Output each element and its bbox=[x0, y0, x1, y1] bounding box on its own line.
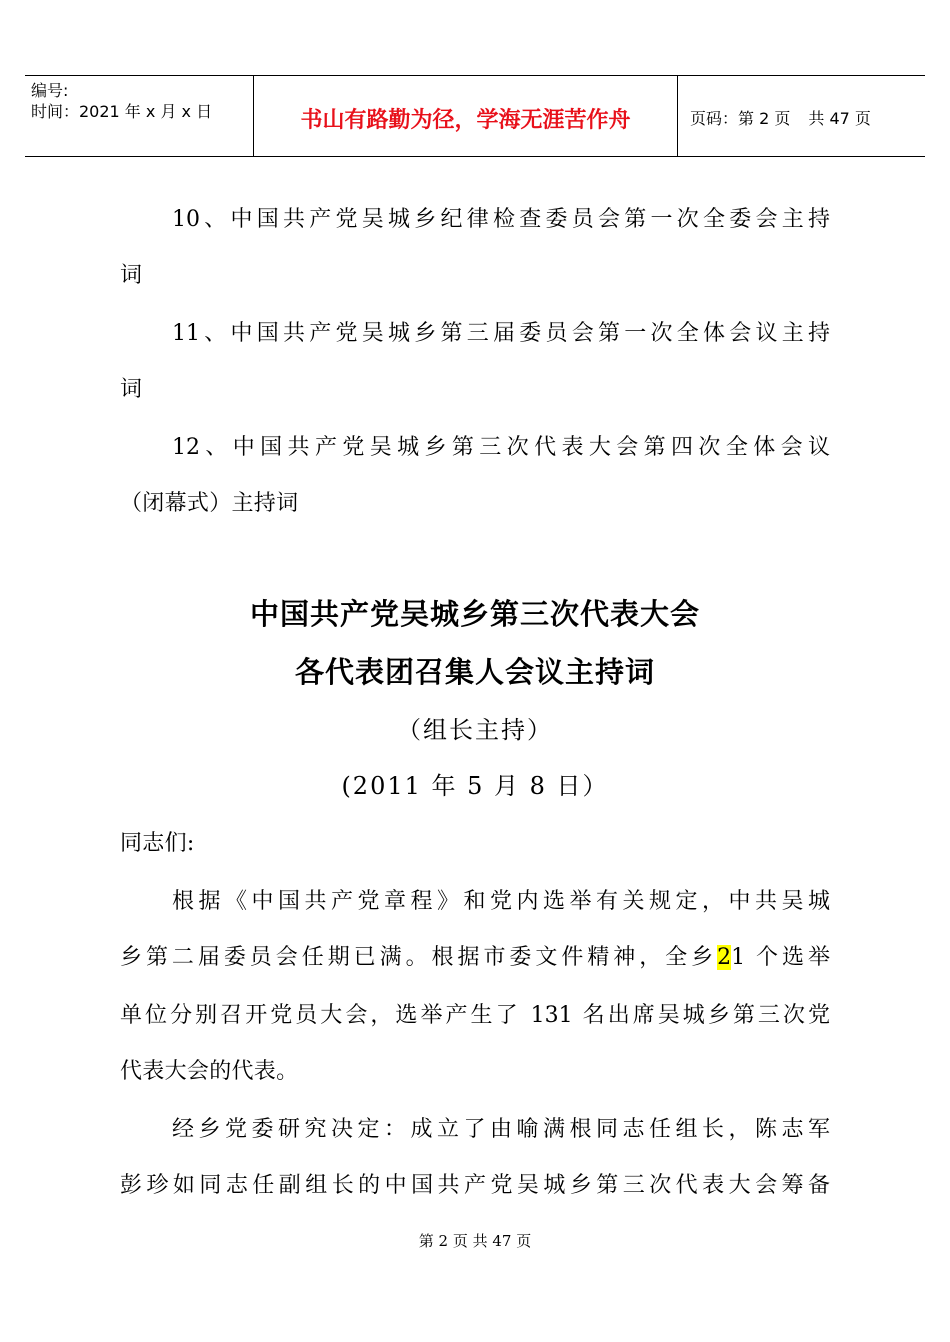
paragraph-1-line-2-start: 乡第二届委员会任期已满。根据市委文件精神，全乡 bbox=[120, 945, 718, 970]
paragraph-1-line-4: 代表大会的代表。 bbox=[120, 1059, 299, 1084]
salutation: 同志们: bbox=[120, 831, 195, 856]
page-info bbox=[690, 106, 871, 129]
time-label: 时间：2021 年 x 月 x 日 bbox=[31, 102, 213, 121]
highlighted-digit: 2 bbox=[717, 945, 732, 970]
host-note: （组长主持） bbox=[397, 716, 553, 744]
paragraph-1-line-1: 根据《中国共产党章程》和党内选举有关规定，中共吴城 bbox=[172, 889, 830, 914]
document-title-line-1: 中国共产党吴城乡第三次代表大会 bbox=[249, 597, 700, 631]
page-label: 页码：第 2 页 bbox=[690, 109, 791, 128]
header-motto-cell bbox=[254, 76, 678, 156]
toc-item-11: 11、中国共产党吴城乡第三届委员会第一次全体会议主持 bbox=[172, 321, 830, 346]
paragraph-1-line-2 bbox=[120, 940, 830, 971]
document-date: (2011 年 5 月 8 日） bbox=[341, 772, 609, 800]
paragraph-1-line-2-end: 1 个选举 bbox=[731, 945, 830, 970]
toc-item-10: 10、中国共产党吴城乡纪律检查委员会第一次全委会主持 bbox=[172, 207, 830, 232]
document-title-line-2: 各代表团召集人会议主持词 bbox=[294, 655, 655, 689]
page-header bbox=[25, 75, 925, 157]
total-pages-label: 共 47 页 bbox=[808, 109, 871, 128]
paragraph-1-line-3: 单位分别召开党员大会，选举产生了 131 名出席吴城乡第三次党 bbox=[120, 1003, 830, 1028]
toc-item-12-cont: （闭幕式）主持词 bbox=[120, 491, 299, 516]
header-page-cell bbox=[678, 76, 925, 156]
header-meta-cell bbox=[25, 76, 254, 156]
motto: 书山有路勤为径，学海无涯苦作舟 bbox=[300, 108, 631, 133]
toc-item-11-cont: 词 bbox=[120, 377, 143, 402]
page-footer: 第 2 页 共 47 页 bbox=[418, 1232, 532, 1250]
toc-item-12: 12、中国共产党吴城乡第三次代表大会第四次全体会议 bbox=[172, 435, 830, 460]
paragraph-2-line-2: 彭珍如同志任副组长的中国共产党吴城乡第三次代表大会筹备 bbox=[120, 1173, 830, 1198]
toc-item-10-cont: 词 bbox=[120, 263, 143, 288]
paragraph-2-line-1: 经乡党委研究决定：成立了由喻满根同志任组长，陈志军 bbox=[172, 1117, 830, 1142]
number-label: 编号: bbox=[31, 81, 69, 100]
